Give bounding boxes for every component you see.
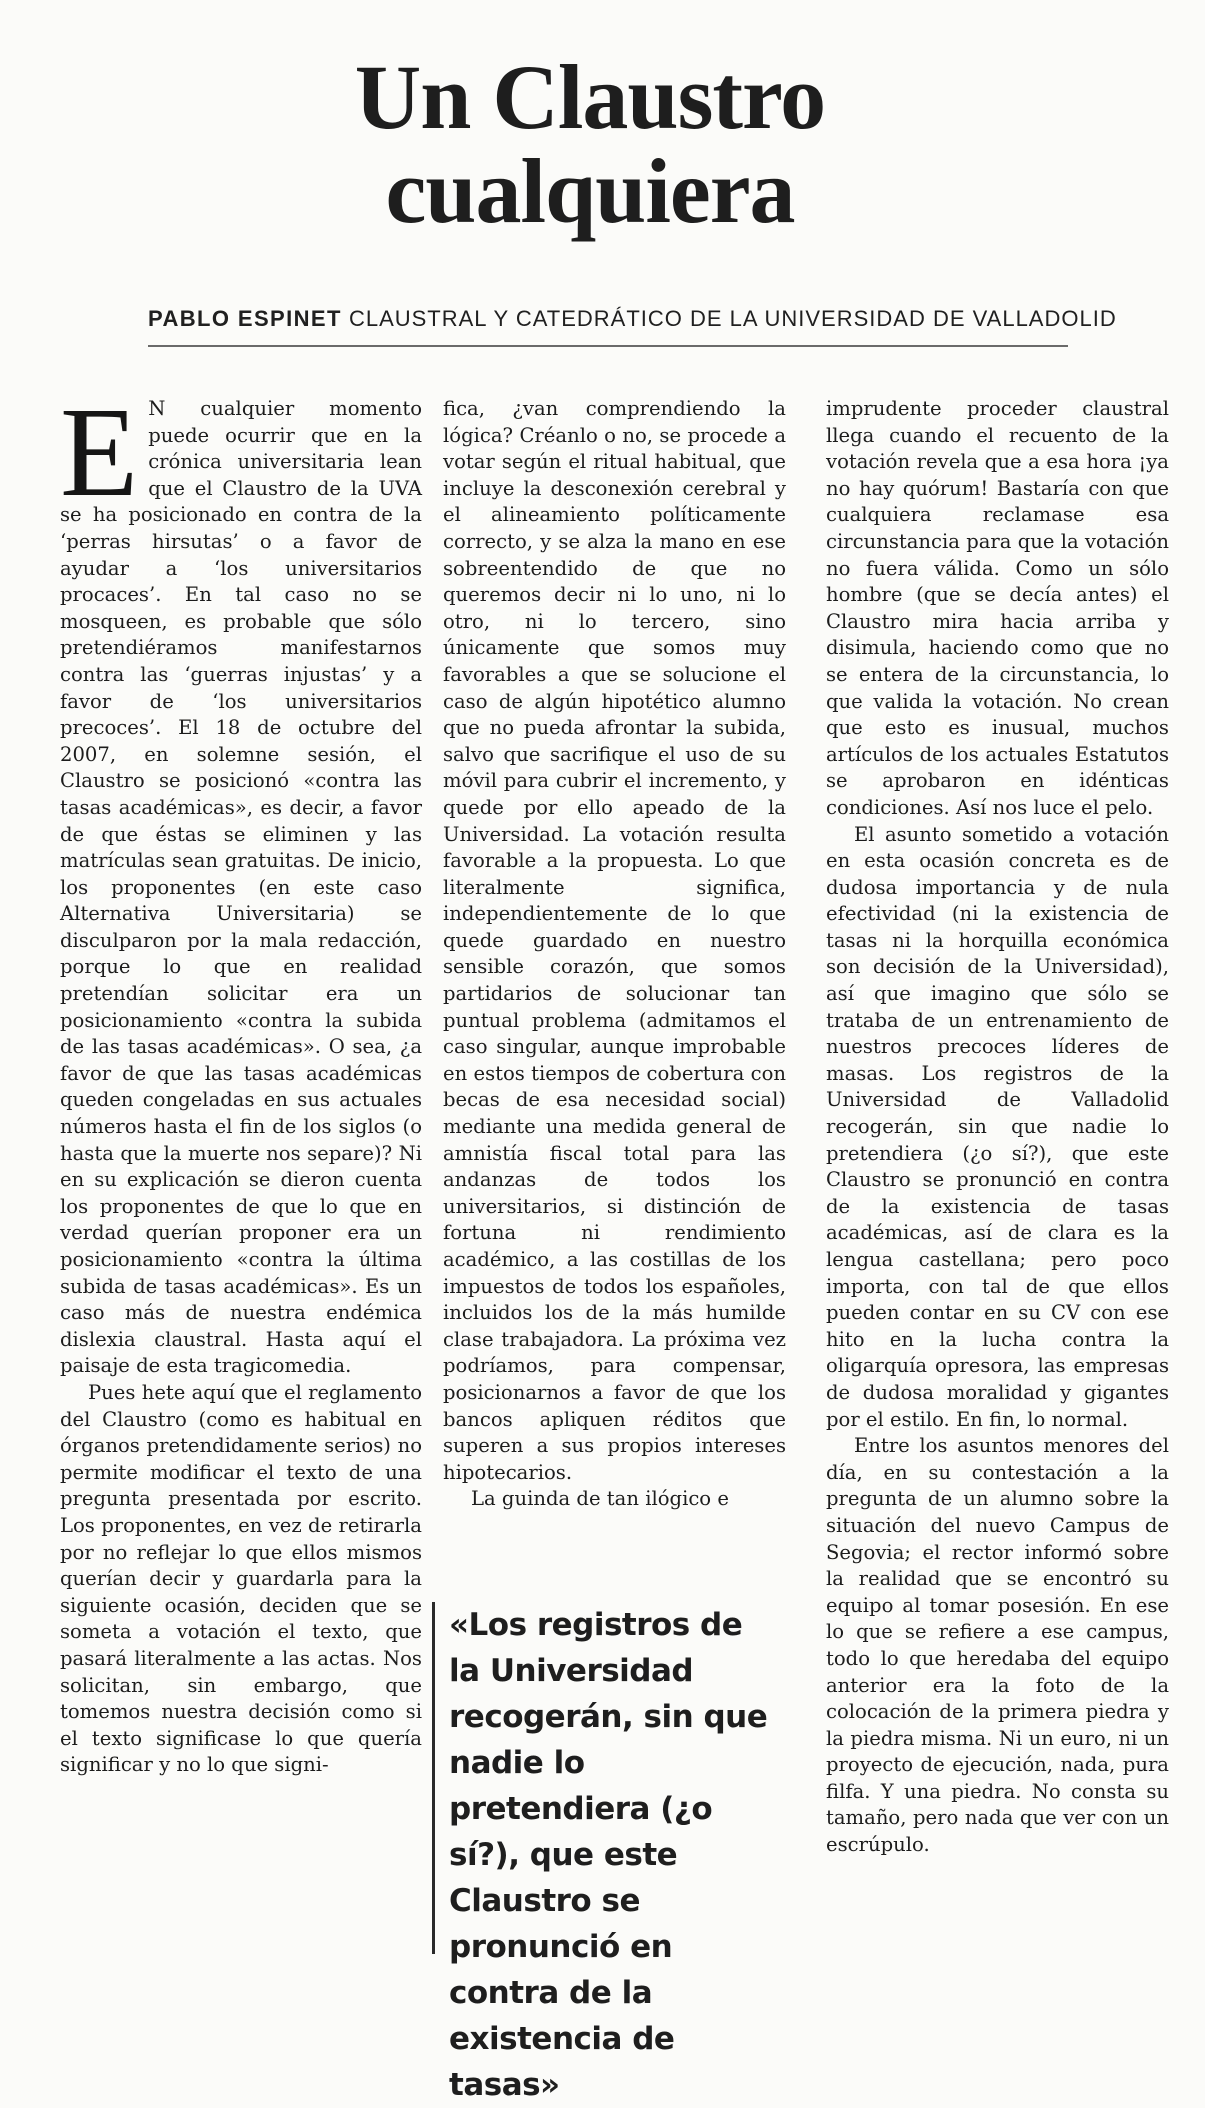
paragraph: La guinda de tan ilógico e [471,1487,729,1511]
headline-line-1: Un Claustro [354,46,826,148]
text-column-3 [826,396,1169,1859]
headline [310,46,870,242]
paragraph: Entre los asuntos menores del día, en su contestación a la pregunta de un alumno sobre la situación del nuevo Campus de Segovia; el rector informó sobre la realidad que se encontró su equipo al tomar posesión. En ese lo que se refiere a ese campus, todo lo que heredaba del equipo anterior era la foto de la colocación de la primera piedra y la piedra misma. Ni un euro, ni un proyecto de ejecución, nada, pura filfa. Y una piedra. No consta su tamaño, pero nada que ver con un escrúpulo. [826,1434,1169,1857]
paragraph: El asunto sometido a votación en esta ocasión concreta es de dudosa importancia y de nula efectividad (ni la existencia de tasas ni la horquilla económica son decisión de la Universidad), así que imagino que sólo se trataba de un entrenamiento de nuestros precoces líderes de masas. Los registros de la Universidad de Valladolid recogerán, sin que nadie lo pretendiera (¿o sí?), que este Claustro se pronunció en contra de la existencia de tasas académicas, así de clara es la lengua castellana; pero poco importa, con tal de que ellos pueden contar en su CV con ese hito en la lucha contra la oligarquía opresora, las empresas de dudosa moralidad y gigantes por el estilo. En fin, lo normal. [826,822,1169,1431]
byline-rule [148,345,1068,347]
drop-cap: E [60,381,139,523]
text-column-2 [443,396,786,1513]
text-column-1 [60,381,422,1779]
paragraph: fica, ¿van comprendiendo la lógica? Créanlo o no, se procede a votar según el ritual habitual, que incluye la desconexión cerebral y el alineamiento políticamente correcto, y se alza la mano en ese sobreentendido de que no queremos decir ni lo uno, ni lo otro, ni lo tercero, sino únicamente que somos muy favorables a que se solucione el caso de algún hipotético alumno que no pueda afrontar la subida, salvo que sacrifique el uso de su móvil para cubrir el incremento, y quede por ello apeado de la Universidad. La votación resulta favorable a la propuesta. Lo que literalmente significa, independientemente de lo que quede guardado en nuestro sensible corazón, que somos partidarios de solucionar tan puntual problema (admitamos el caso singular, aunque improbable en estos tiempos de cobertura con becas de esa necesidad social) mediante una medida general de amnistía fiscal total para las andanzas de todos los universitarios, si distinción de fortuna ni rendimiento académico, a las costillas de los impuestos de todos los españoles, incluidos los de la más humilde clase trabajadora. La próxima vez podríamos, para compensar, posicionarnos a favor de que los bancos apliquen réditos que superen a sus propios intereses hipotecarios. [443,397,786,1484]
paragraph: Pues hete aquí que el reglamento del Claustro (como es habitual en órganos pretendidamente serios) no permite modificar el texto de una pregunta presentada por escrito. Los proponentes, en vez de retirarla por no reflejar lo que ellos mismos querían decir y guardarla para la siguiente ocasión, deciden que se someta a votación el texto, que pasará literalmente a las actas. Nos solicitan, sin embargo, que tomemos nuestra decisión como si el texto significase lo que quería significar y no lo que signi- [60,1380,422,1777]
author-role: CLAUSTRAL Y CATEDRÁTICO DE LA UNIVERSIDAD DE VALLADOLID [348,306,1117,331]
headline-line-2: cualquiera [385,140,795,242]
byline [148,306,1117,332]
author-name: PABLO ESPINET [148,306,342,331]
paragraph: N cualquier momento puede ocurrir que en la crónica universitaria lean que el Claustro de la UVA se ha posicionado en contra de la ‘perras hirsutas’ o a favor de ayudar a ‘los universitarios procaces’. En tal caso no se mosqueen, es probable que sólo pretendiéramos manifestarnos contra las ‘guerras injustas’ y a favor de ‘los universitarios precoces’. El 18 de octubre del 2007, en solemne sesión, el Claustro se posicionó «contra las tasas académicas», es decir, a favor de que éstas se eliminen y las matrículas sean gratuitas. De inicio, los proponentes (en este caso Alternativa Universitaria) se disculparon por la mala redacción, porque lo que en realidad pretendían solicitar era un posicionamiento «contra la subida de las tasas académicas». O sea, ¿a favor de que las tasas académicas queden congeladas en sus actuales números hasta el fin de los siglos (o hasta que la muerte nos separe)? Ni en su explicación se dieron cuenta los proponentes de que lo que en verdad querían proponer era un posicionamiento «contra la última subida de tasas académicas». Es un caso más de nuestra endémica dislexia claustral. Hasta aquí el paisaje de esta tragicomedia. [60,397,422,1378]
pull-quote: «Los registros de la Universidad recogerán, sin que nadie lo pretendiera (¿o sí?), que este Claustro se pronunció en contra de la existencia de tasas» [432,1602,780,1954]
paragraph: imprudente proceder claustral llega cuando el recuento de la votación revela que a esa hora ¡ya no hay quórum! Bastaría con que cualquiera reclamase esa circunstancia para que la votación no fuera válida. Como un sólo hombre (que se decía antes) el Claustro mira hacia arriba y disimula, haciendo como que no se entera de la circunstancia, lo que valida la votación. No crean que esto es inusual, muchos artículos de los actuales Estatutos se aprobaron en idénticas condiciones. Así nos luce el pelo. [826,397,1169,819]
